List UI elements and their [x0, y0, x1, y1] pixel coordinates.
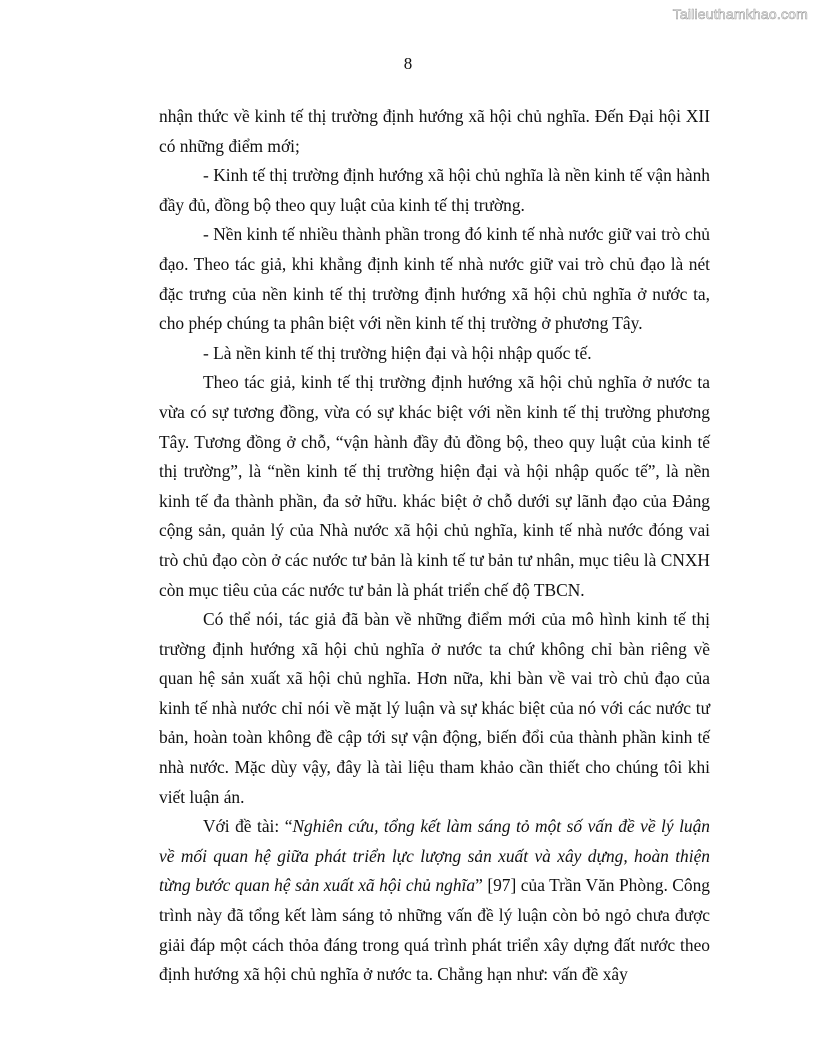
paragraph-7-rest: ” [97] của Trần Văn Phòng. Công trình này đã tổng kết làm sáng tỏ những vấn đề lý luận còn bỏ ngỏ chưa được giải đáp một cách thỏa đáng trong quá trình phát triển xây dựng đất nước theo định hướng xã hội chủ nghĩa ở nước ta. Chẳng hạn như: vấn đề xây	[159, 875, 710, 985]
paragraph-1: nhận thức về kinh tế thị trường định hướng xã hội chủ nghĩa. Đến Đại hội XII có những điểm mới;	[159, 106, 710, 156]
paragraph-4-bullet: - Là nền kinh tế thị trường hiện đại và hội nhập quốc tế.	[203, 342, 592, 363]
paragraph-6: Có thể nói, tác giả đã bàn về những điểm mới của mô hình kinh tế thị trường định hướng xã hội chủ nghĩa ở nước ta chứ không chỉ bàn riêng về quan hệ sản xuất xã hội chủ nghĩa. Hơn nữa, khi bàn về vai trò chủ đạo của kinh tế nhà nước chỉ nói về mặt lý luận và sự khác biệt của nó với các nước tư bản, hoàn toàn không đề cập tới sự vận động, biến đổi của thành phần kinh tế nhà nước. Mặc dùy vậy, đây là tài liệu tham khảo cần thiết cho chúng tôi khi viết luận án.	[159, 609, 710, 807]
paragraph-5: Theo tác giả, kinh tế thị trường định hướng xã hội chủ nghĩa ở nước ta vừa có sự tương đồng, vừa có sự khác biệt với nền kinh tế thị trường phương Tây. Tương đồng ở chỗ, “vận hành đầy đủ đồng bộ, theo quy luật của kinh tế thị trường”, là “nền kinh tế thị trường hiện đại và hội nhập quốc tế”, là nền kinh tế đa thành phần, đa sở hữu. khác biệt ở chỗ dưới sự lãnh đạo của Đảng cộng sản, quản lý của Nhà nước xã hội chủ nghĩa, kinh tế nhà nước đóng vai trò chủ đạo còn ở các nước tư bản là kinh tế tư bản tư nhân, mục tiêu là CNXH còn mục tiêu của các nước tư bản là phát triển chế độ TBCN.	[159, 372, 710, 600]
cited-work-title: Nghiên cứu, tổng kết làm sáng tỏ một số vấn đề về lý luận về mối quan hệ giữa phát triển lực lượng sản xuất và xây dựng, hoàn thiện từng bước quan hệ sản xuất xã hội chủ nghĩa	[159, 816, 711, 896]
paragraph-7	[159, 812, 710, 990]
page-number: 8	[403, 54, 413, 73]
paragraph-2-bullet: - Kinh tế thị trường định hướng xã hội chủ nghĩa là nền kinh tế vận hành đầy đủ, đồng bộ theo quy luật của kinh tế thị trường.	[159, 165, 710, 215]
document-body	[159, 102, 710, 990]
paragraph-3-bullet: - Nền kinh tế nhiều thành phần trong đó kinh tế nhà nước giữ vai trò chủ đạo. Theo tác giả, khi khẳng định kinh tế nhà nước giữ vai trò chủ đạo là nét đặc trưng của nền kinh tế thị trường định hướng xã hội chủ nghĩa ở nước ta, cho phép chúng ta phân biệt với nền kinh tế thị trường ở phương Tây.	[159, 224, 710, 334]
watermark-text: Tailieuthamkhao.com	[672, 6, 808, 22]
paragraph-7-lead: Với đề tài: “	[203, 816, 293, 837]
